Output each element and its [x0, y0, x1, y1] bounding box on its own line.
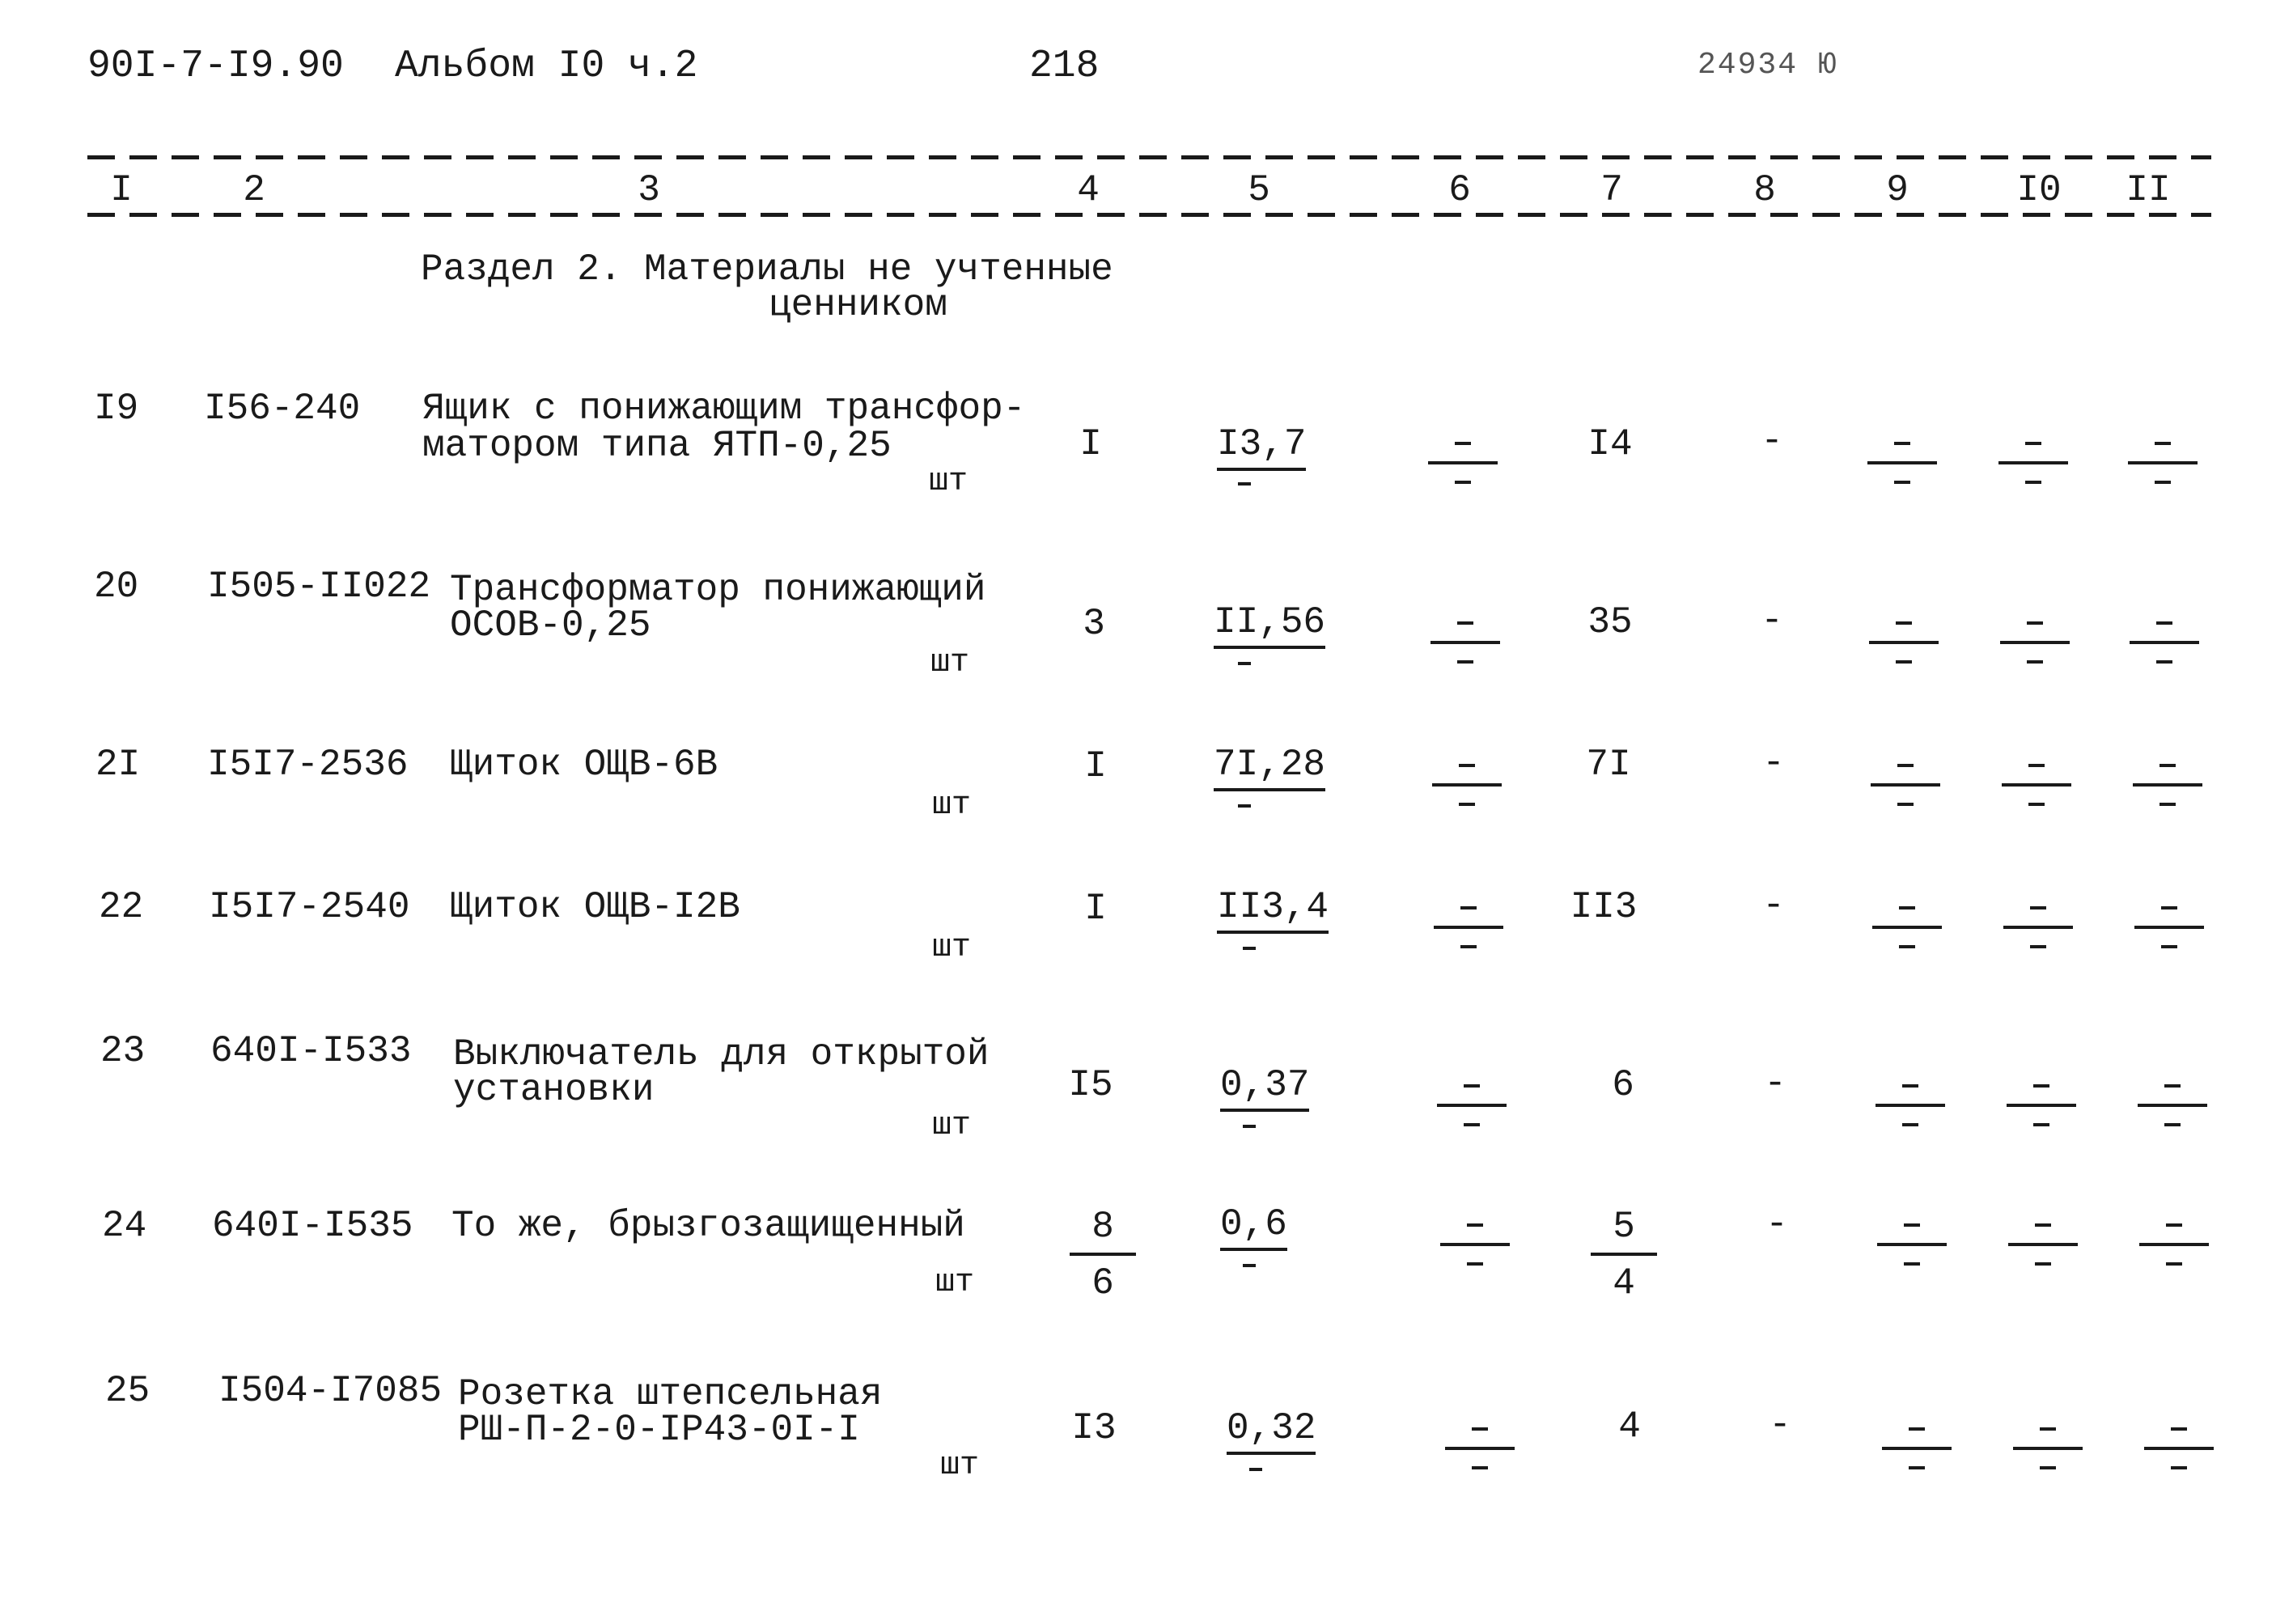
fraction-bar — [1070, 1253, 1136, 1256]
price-tick — [1243, 1264, 1256, 1267]
dash-placeholder-6 — [1428, 442, 1498, 487]
dash-placeholder-11 — [2144, 1427, 2214, 1473]
unit-price: 0,6 — [1220, 1206, 1287, 1251]
unit-label: шт — [929, 464, 968, 500]
column-8-value: - — [1761, 600, 1783, 642]
dash-placeholder-6 — [1430, 621, 1500, 667]
page-number: 218 — [1029, 45, 1100, 88]
header-rule-top — [87, 155, 2211, 159]
quantity: 3 — [1083, 603, 1105, 645]
column-header-4: 4 — [1077, 169, 1100, 211]
dash-placeholder-9 — [1877, 1223, 1947, 1269]
item-name-line1: Розетка штепсельная — [458, 1373, 883, 1415]
item-code: 640I-I533 — [210, 1030, 412, 1072]
section-title-line1: Раздел 2. Материалы не учтенные — [421, 248, 1113, 290]
dash-placeholder-10 — [2003, 906, 2073, 952]
item-code: I505-II022 — [207, 566, 431, 608]
item-name-line1: Выключатель для открытой — [453, 1033, 990, 1075]
total: 35 — [1587, 601, 1633, 643]
item-name-line1: Щиток ОЩВ-6В — [450, 744, 718, 786]
column-header-7: 7 — [1600, 169, 1623, 211]
row-number: 24 — [102, 1205, 147, 1247]
row-number: 25 — [105, 1370, 150, 1412]
item-name-line1: Щиток ОЩВ-I2В — [450, 886, 740, 928]
total: II3 — [1570, 886, 1638, 928]
total: I4 — [1587, 423, 1633, 465]
fraction-bar — [1591, 1253, 1657, 1256]
price-tick — [1243, 947, 1256, 950]
document-code: 90I-7-I9.90 — [87, 45, 344, 88]
unit-label: шт — [935, 1265, 975, 1301]
total: 7I — [1586, 744, 1631, 786]
dash-placeholder-10 — [2002, 764, 2071, 809]
dash-placeholder-10 — [2000, 621, 2070, 667]
item-code: I56-240 — [204, 388, 361, 430]
dash-placeholder-10 — [2013, 1427, 2083, 1473]
column-header-9: 9 — [1886, 169, 1909, 211]
row-number: 2I — [95, 744, 141, 786]
price-tick — [1238, 662, 1251, 665]
quantity-fraction — [1066, 1206, 1139, 1303]
header-rule-bottom — [87, 213, 2211, 217]
dash-placeholder-9 — [1872, 906, 1942, 952]
dash-placeholder-9 — [1869, 621, 1939, 667]
column-8-value: - — [1769, 1404, 1791, 1446]
item-name-line2: установки — [453, 1069, 655, 1111]
total: 4 — [1618, 1406, 1641, 1448]
column-header-1: I — [110, 169, 133, 211]
price-tick — [1249, 1468, 1262, 1471]
unit-label: шт — [930, 645, 970, 681]
item-name-line1: Трансформатор понижающий — [450, 569, 986, 611]
column-8-value: - — [1761, 420, 1783, 462]
quantity: I3 — [1071, 1407, 1117, 1449]
dash-placeholder-10 — [2007, 1084, 2076, 1130]
dash-placeholder-9 — [1867, 442, 1937, 487]
dash-placeholder-6 — [1434, 906, 1503, 952]
dash-placeholder-10 — [2008, 1223, 2078, 1269]
price-tick — [1243, 1125, 1256, 1128]
column-8-value: - — [1762, 884, 1785, 926]
unit-label: шт — [932, 930, 972, 966]
album-label: Альбом I0 ч.2 — [395, 45, 698, 88]
column-8-value: - — [1764, 1062, 1787, 1105]
item-name-line2: РШ-П-2-0-IР43-0I-I — [458, 1409, 860, 1451]
item-code: I504-I7085 — [218, 1370, 443, 1412]
unit-price: II,56 — [1214, 604, 1325, 649]
column-8-value: - — [1762, 742, 1785, 784]
unit-price: II3,4 — [1217, 888, 1329, 934]
dash-placeholder-11 — [2130, 621, 2199, 667]
quantity: I — [1084, 888, 1107, 930]
price-tick — [1238, 482, 1251, 486]
unit-price: 7I,28 — [1214, 746, 1325, 791]
item-code: 640I-I535 — [212, 1205, 413, 1247]
quantity-numerator: 8 — [1091, 1206, 1114, 1248]
column-header-6: 6 — [1448, 169, 1471, 211]
unit-label: шт — [940, 1448, 980, 1484]
dash-placeholder-9 — [1871, 764, 1940, 809]
unit-label: шт — [932, 787, 972, 824]
total: 6 — [1612, 1064, 1634, 1106]
unit-label: шт — [932, 1108, 972, 1144]
item-name-line2: ОСОВ-0,25 — [450, 604, 651, 647]
quantity: I5 — [1068, 1064, 1113, 1106]
total-denominator: 4 — [1613, 1262, 1635, 1304]
column-header-5: 5 — [1248, 169, 1270, 211]
dash-placeholder-6 — [1440, 1223, 1510, 1269]
column-header-2: 2 — [243, 169, 265, 211]
total-numerator: 5 — [1613, 1206, 1635, 1248]
section-title-line2: ценником — [769, 284, 947, 326]
inventory-stamp: 24934 Ю — [1697, 48, 1838, 83]
total-fraction — [1587, 1206, 1660, 1303]
item-name-line1: То же, брызгозащищенный — [451, 1205, 965, 1247]
unit-price: 0,37 — [1220, 1066, 1309, 1112]
quantity: I — [1084, 745, 1107, 787]
column-header-11: II — [2126, 169, 2171, 211]
quantity: I — [1079, 423, 1102, 465]
dash-placeholder-11 — [2138, 1084, 2207, 1130]
item-code: I5I7-2536 — [207, 744, 409, 786]
row-number: I9 — [94, 388, 139, 430]
row-number: 20 — [94, 566, 139, 608]
dash-placeholder-6 — [1432, 764, 1502, 809]
dash-placeholder-11 — [2128, 442, 2198, 487]
item-name-line2: матором типа ЯТП-0,25 — [422, 425, 892, 467]
row-number: 23 — [100, 1030, 146, 1072]
unit-price: I3,7 — [1217, 426, 1306, 471]
item-code: I5I7-2540 — [209, 886, 410, 928]
dash-placeholder-6 — [1437, 1084, 1507, 1130]
dash-placeholder-11 — [2134, 906, 2204, 952]
column-header-3: 3 — [638, 169, 660, 211]
dash-placeholder-11 — [2139, 1223, 2209, 1269]
price-tick — [1238, 804, 1251, 808]
dash-placeholder-9 — [1876, 1084, 1945, 1130]
column-header-8: 8 — [1753, 169, 1776, 211]
row-number: 22 — [99, 886, 144, 928]
unit-price: 0,32 — [1227, 1410, 1316, 1455]
quantity-denominator: 6 — [1091, 1262, 1114, 1304]
dash-placeholder-10 — [1998, 442, 2068, 487]
item-name-line1: Ящик с понижающим трансфор- — [422, 388, 1026, 430]
dash-placeholder-6 — [1445, 1427, 1515, 1473]
dash-placeholder-9 — [1882, 1427, 1952, 1473]
column-8-value: - — [1765, 1203, 1788, 1245]
dash-placeholder-11 — [2133, 764, 2202, 809]
column-header-10: I0 — [2016, 169, 2062, 211]
